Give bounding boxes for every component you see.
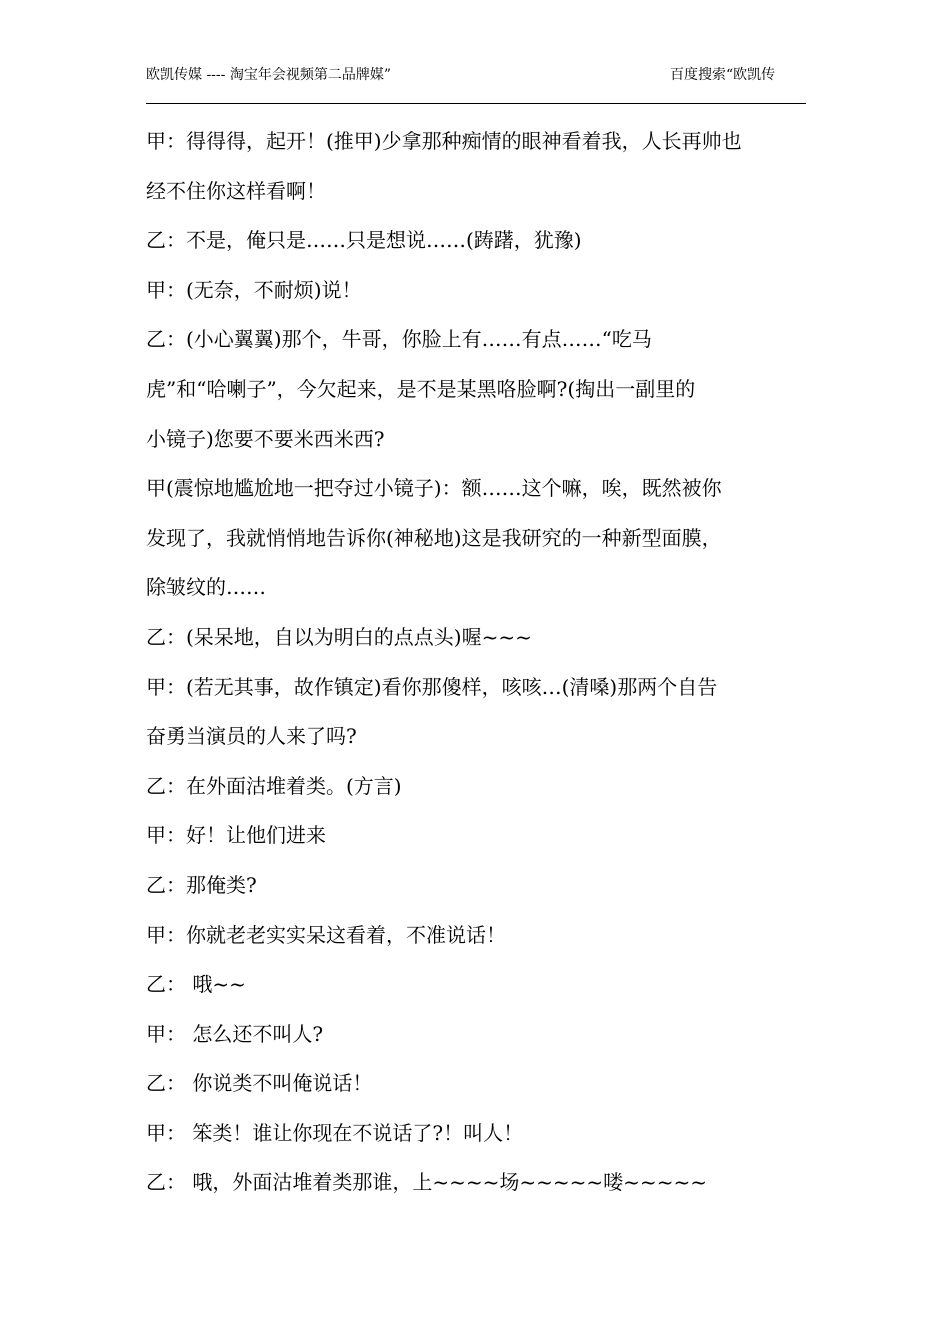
dialogue-line: 甲： 怎么还不叫人? [146, 1021, 324, 1046]
header-right-text: 百度搜索“欧凯传 [670, 67, 776, 83]
page-header [146, 66, 806, 104]
dialogue-line: 甲(震惊地尴尬地一把夺过小镜子)：额……这个嘛，唉，既然被你 [146, 476, 722, 501]
dialogue-line: 乙： 哦，外面沽堆着类那谁，上~~~~场~~~~~喽~~~~~ [146, 1170, 707, 1195]
dialogue-line: 甲：(无奈，不耐烦)说！ [146, 277, 362, 302]
dialogue-line: 乙：不是，俺只是……只是想说……(踌躇，犹豫) [146, 228, 582, 253]
dialogue-line: 甲：得得得，起开！(推甲)少拿那种痴情的眼神看着我，人长再帅也 [146, 129, 742, 153]
dialogue-line: 乙： 你说类不叫俺说话！ [146, 1071, 373, 1096]
dialogue-line: 乙：(小心翼翼)那个，牛哥，你脸上有……有点……“吃马 [146, 327, 652, 352]
dialogue-line: 乙：(呆呆地，自以为明白的点点头)喔~~~ [146, 624, 532, 649]
header-left-text: 欧凯传媒 ---- 淘宝年会视频第二品牌媒” [146, 67, 391, 83]
dialogue-line: 乙：在外面沽堆着类。(方言) [146, 773, 402, 798]
script-body [146, 124, 806, 1215]
dialogue-line: 乙： 哦~~ [146, 972, 246, 997]
dialogue-line: 除皱纹的…… [146, 575, 266, 600]
header-divider [146, 103, 806, 104]
dialogue-line: 小镜子)您要不要米西米西? [146, 426, 385, 451]
dialogue-line: 经不住你这样看啊！ [146, 178, 326, 203]
dialogue-line: 奋勇当演员的人来了吗? [146, 724, 357, 749]
dialogue-line: 甲：好！让他们进来 [146, 823, 326, 848]
dialogue-line: 虎”和“哈喇子”，今欠起来，是不是某黑咯脸啊?(掏出一副里的 [146, 376, 696, 401]
dialogue-line: 甲：(若无其事，故作镇定)看你那傻样，咳咳…(清嗓)那两个自告 [146, 674, 718, 699]
dialogue-line: 发现了，我就悄悄地告诉你(神秘地)这是我研究的一种新型面膜， [146, 525, 722, 550]
dialogue-line: 甲：你就老老实实呆这看着，不准说话！ [146, 922, 506, 947]
dialogue-line: 甲： 笨类！谁让你现在不说话了?！叫人！ [146, 1120, 524, 1145]
dialogue-line: 乙：那俺类? [146, 872, 257, 897]
